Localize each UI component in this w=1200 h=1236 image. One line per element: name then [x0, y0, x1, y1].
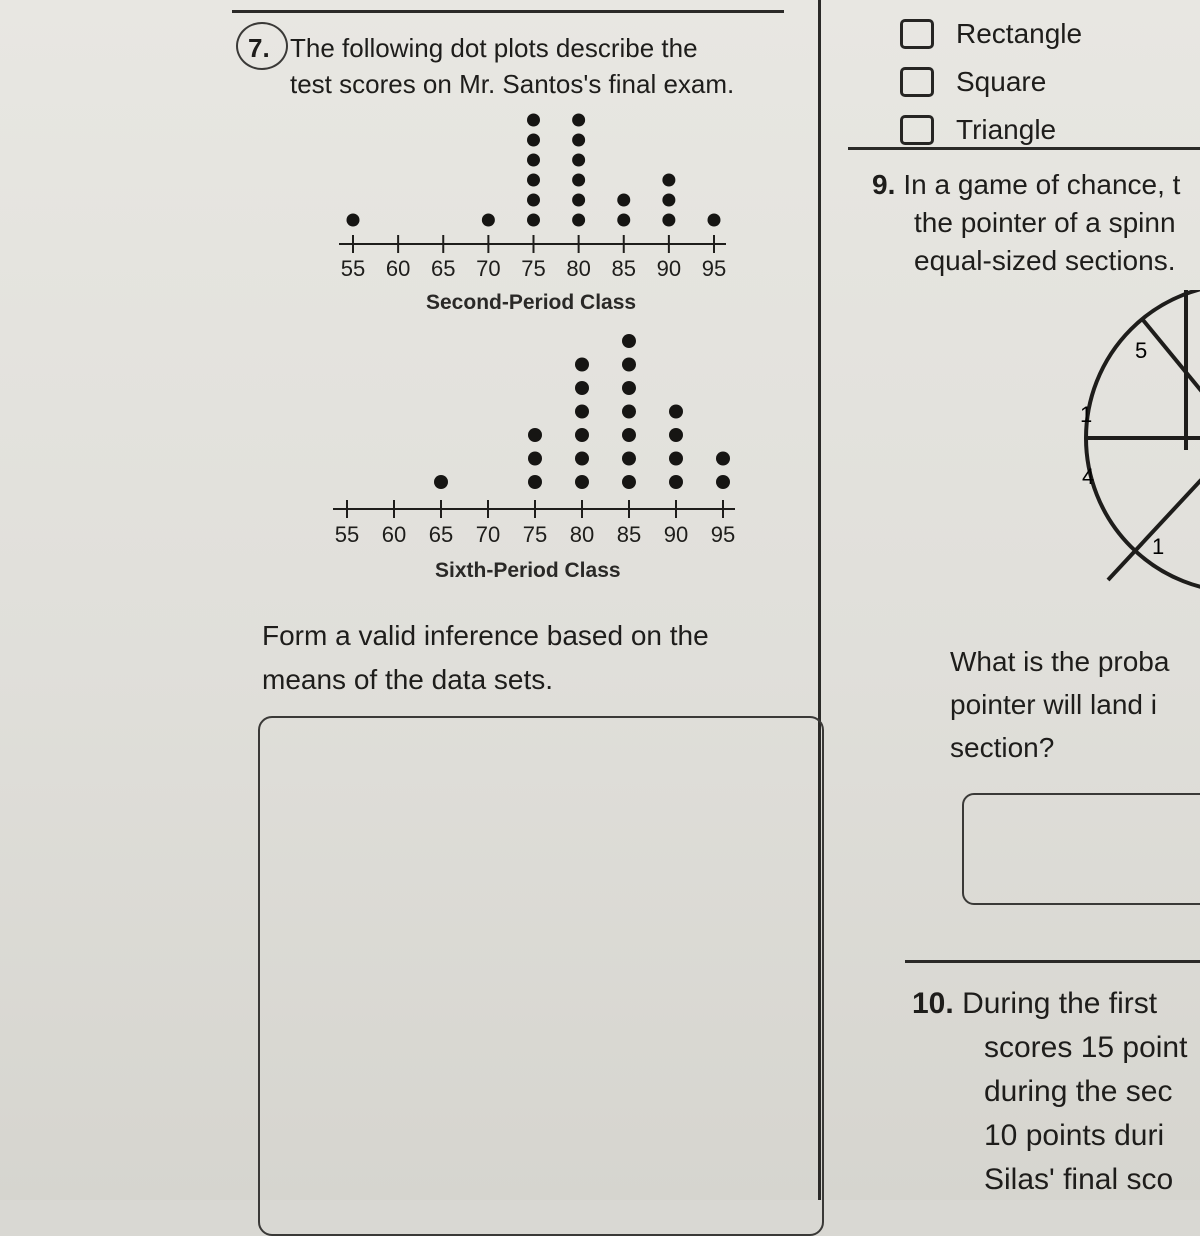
x-tick-label: 70 — [475, 522, 501, 547]
dot-plots — [0, 0, 820, 620]
dot-plot-second-period — [339, 114, 726, 282]
x-tick-label: 85 — [611, 256, 636, 281]
q7-prompt — [262, 614, 802, 702]
data-dot — [575, 428, 589, 442]
q10-divider — [905, 960, 1200, 963]
data-dot — [572, 174, 585, 187]
x-tick-label: 70 — [476, 256, 501, 281]
option-square[interactable] — [900, 66, 1046, 98]
x-tick-label: 60 — [385, 256, 411, 281]
data-dot — [622, 358, 636, 372]
data-dot — [575, 452, 589, 466]
q9-stem-line-1: 9. In a game of chance, t — [872, 169, 1181, 200]
data-dot — [716, 475, 730, 489]
q7-answer-box[interactable] — [258, 716, 824, 1236]
spinner-label: 4 — [1082, 464, 1095, 489]
spinner-label: 1 — [1080, 402, 1093, 427]
data-dot — [482, 214, 495, 227]
option-rectangle[interactable] — [900, 18, 1082, 50]
option-label: Triangle — [956, 114, 1057, 145]
data-dot — [527, 134, 540, 147]
data-dot — [617, 194, 630, 207]
q9-divider — [848, 147, 1200, 150]
data-dot — [527, 194, 540, 207]
data-dot — [622, 405, 636, 419]
q9-stem-line-2: the pointer of a spinn — [914, 207, 1176, 238]
data-dot — [622, 334, 636, 348]
spinner-label: 1 — [1152, 534, 1165, 559]
q9-question-line-2: pointer will land i — [950, 689, 1157, 720]
q10-stem-line-2: scores 15 point — [984, 1031, 1188, 1064]
option-label: Rectangle — [956, 18, 1083, 49]
q9-question-line-1: What is the proba — [950, 646, 1170, 677]
q7-stem-line-1: The following dot plots describe the — [290, 33, 698, 63]
data-dot — [669, 452, 683, 466]
data-dot — [622, 475, 636, 489]
data-dot — [527, 154, 540, 167]
checkbox[interactable] — [900, 67, 934, 97]
q7-prompt-line-1: Form a valid inference based on the — [262, 620, 709, 651]
data-dot — [575, 358, 589, 372]
data-dot — [572, 134, 585, 147]
q10-stem — [912, 982, 1187, 1202]
spinner-label: 5 — [1135, 338, 1148, 363]
x-tick-label: 65 — [431, 256, 456, 281]
data-dot — [662, 194, 675, 207]
checkbox[interactable] — [900, 19, 934, 49]
data-dot — [575, 405, 589, 419]
x-tick-label: 95 — [701, 256, 727, 281]
q10-stem-line-3: during the sec — [984, 1075, 1173, 1108]
x-tick-label: 80 — [566, 256, 591, 281]
data-dot — [572, 194, 585, 207]
q9-stem — [872, 166, 1200, 280]
q9-question-line-3: section? — [950, 732, 1055, 763]
data-dot — [708, 214, 721, 227]
q9-number: 9. — [872, 169, 896, 200]
spinner-circle — [1086, 290, 1200, 592]
q7-prompt-line-2: means of the data sets. — [262, 664, 554, 695]
q7-number: 7. — [248, 33, 270, 63]
x-tick-label: 95 — [710, 522, 736, 547]
checkbox[interactable] — [900, 115, 934, 145]
x-tick-label: 55 — [334, 522, 360, 547]
x-tick-label: 75 — [522, 522, 548, 547]
data-dot — [617, 214, 630, 227]
data-dot — [622, 428, 636, 442]
data-dot — [528, 428, 542, 442]
x-tick-label: 60 — [381, 522, 407, 547]
q9-answer-box[interactable] — [962, 793, 1200, 905]
data-dot — [669, 428, 683, 442]
data-dot — [528, 475, 542, 489]
q10-stem-line-4: 10 points duri — [984, 1119, 1165, 1152]
data-dot — [572, 154, 585, 167]
plot-title-sixth-period: Sixth-Period Class — [435, 559, 621, 582]
data-dot — [572, 214, 585, 227]
data-dot — [575, 381, 589, 395]
plot-title-second-period: Second-Period Class — [426, 291, 637, 314]
data-dot — [572, 114, 585, 127]
data-dot — [622, 452, 636, 466]
data-dot — [669, 475, 683, 489]
spinner-divider — [1143, 320, 1200, 438]
option-label: Square — [956, 66, 1047, 97]
q10-number: 10. — [912, 987, 954, 1020]
data-dot — [434, 475, 448, 489]
q10-stem-line-1: 10. During the first — [912, 987, 1158, 1020]
q9-stem-line-3: equal-sized sections. — [914, 245, 1176, 276]
data-dot — [662, 214, 675, 227]
x-tick-label: 80 — [569, 522, 595, 547]
dot-plot-sixth-period — [333, 334, 735, 547]
q10-stem-line-5: Silas' final sco — [984, 1163, 1174, 1196]
q7-stem-line-2: test scores on Mr. Santos's final exam. — [290, 69, 735, 99]
x-tick-label: 55 — [340, 256, 366, 281]
data-dot — [528, 452, 542, 466]
data-dot — [527, 114, 540, 127]
data-dot — [622, 381, 636, 395]
data-dot — [716, 452, 730, 466]
data-dot — [347, 214, 360, 227]
data-dot — [527, 214, 540, 227]
x-tick-label: 65 — [428, 522, 454, 547]
data-dot — [662, 174, 675, 187]
option-triangle[interactable] — [900, 114, 1056, 146]
x-tick-label: 90 — [656, 256, 682, 281]
data-dot — [575, 475, 589, 489]
q9-question — [950, 640, 1169, 769]
x-tick-label: 90 — [663, 522, 689, 547]
data-dot — [669, 405, 683, 419]
data-dot — [527, 174, 540, 187]
x-tick-label: 75 — [521, 256, 546, 281]
spinner — [1040, 290, 1200, 600]
x-tick-label: 85 — [616, 522, 642, 547]
